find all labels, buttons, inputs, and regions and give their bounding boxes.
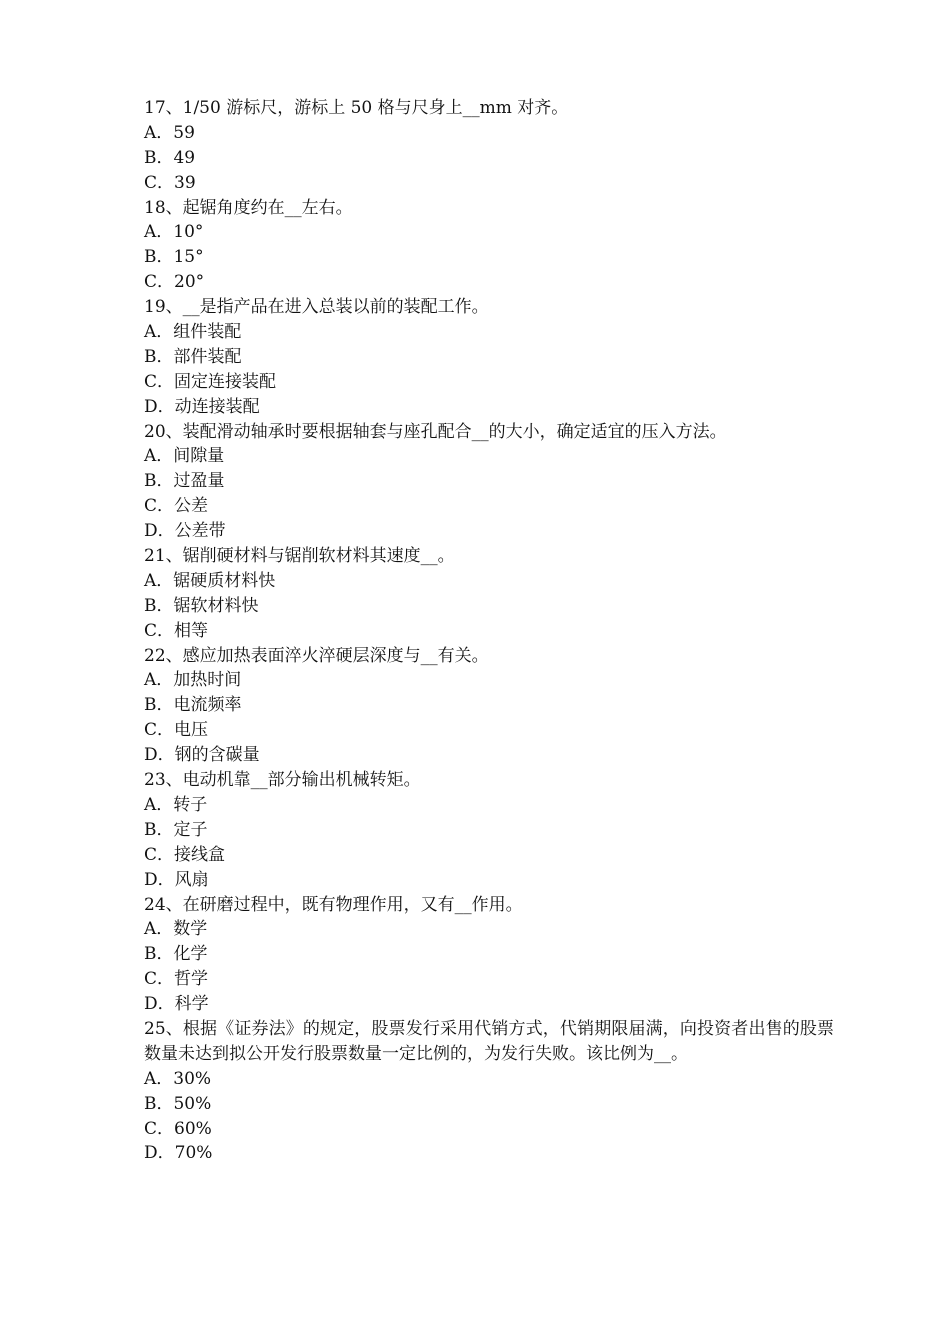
option-b: B．锯软材料快: [144, 595, 259, 616]
option-a: A．间隙量: [144, 446, 225, 467]
option-c: C．公差: [144, 496, 209, 517]
option-d: D．公差带: [144, 521, 226, 542]
question-text: 19、__是指产品在进入总装以前的装配工作。: [144, 297, 489, 318]
option-d: D．70%: [144, 1143, 213, 1164]
option-c: C．接线盒: [144, 844, 226, 865]
question-20: [144, 420, 834, 544]
option-b: B．49: [144, 147, 196, 168]
question-18: [144, 196, 834, 296]
option-a: A．加热时间: [144, 670, 242, 691]
option-a: A．锯硬质材料快: [144, 570, 276, 591]
option-c: C．39: [144, 172, 196, 193]
option-c: C．电压: [144, 720, 209, 741]
question-24: [144, 893, 834, 1017]
option-b: B．定子: [144, 819, 208, 840]
option-b: B．过盈量: [144, 471, 225, 492]
option-d: D．动连接装配: [144, 396, 260, 417]
option-c: C．20°: [144, 272, 205, 293]
option-a: A．组件装配: [144, 322, 242, 343]
question-21: [144, 544, 834, 644]
option-a: A．10°: [144, 222, 204, 243]
option-c: C．哲学: [144, 969, 209, 990]
question-text: 23、电动机靠__部分输出机械转矩。: [144, 770, 421, 791]
question-text: 17、1/50 游标尺，游标上 50 格与尺身上__mm 对齐。: [144, 98, 569, 118]
option-c: C．相等: [144, 620, 209, 641]
option-c: C．60%: [144, 1118, 212, 1139]
question-text: 18、起锯角度约在__左右。: [144, 197, 353, 218]
question-22: [144, 644, 834, 768]
option-a: A．数学: [144, 919, 208, 940]
document-body: [144, 96, 834, 1166]
question-text: 22、感应加热表面淬火淬硬层深度与__有关。: [144, 645, 489, 666]
option-a: A．30%: [144, 1068, 212, 1089]
option-d: D．科学: [144, 994, 209, 1015]
question-text: 21、锯削硬材料与锯削软材料其速度__。: [144, 546, 455, 567]
option-b: B．电流频率: [144, 695, 242, 716]
option-c: C．固定连接装配: [144, 371, 277, 392]
option-d: D．风扇: [144, 869, 209, 890]
question-text: 24、在研磨过程中，既有物理作用，又有__作用。: [144, 894, 523, 915]
option-b: B．15°: [144, 247, 204, 268]
question-17: [144, 96, 834, 196]
question-text: 20、装配滑动轴承时要根据轴套与座孔配合__的大小，确定适宜的压入方法。: [144, 421, 727, 442]
option-b: B．部件装配: [144, 346, 242, 367]
question-25: [144, 1017, 834, 1166]
option-a: A．59: [144, 122, 195, 143]
option-a: A．转子: [144, 794, 208, 815]
question-text: 25、根据《证券法》的规定，股票发行采用代销方式，代销期限届满，向投资者出售的股票数量未达到拟公开发行股票数量一定比例的，为发行失败。该比例为__。: [144, 1018, 834, 1064]
question-23: [144, 768, 834, 892]
option-d: D．钢的含碳量: [144, 745, 260, 766]
question-19: [144, 295, 834, 419]
option-b: B．化学: [144, 944, 208, 965]
option-b: B．50%: [144, 1093, 212, 1114]
